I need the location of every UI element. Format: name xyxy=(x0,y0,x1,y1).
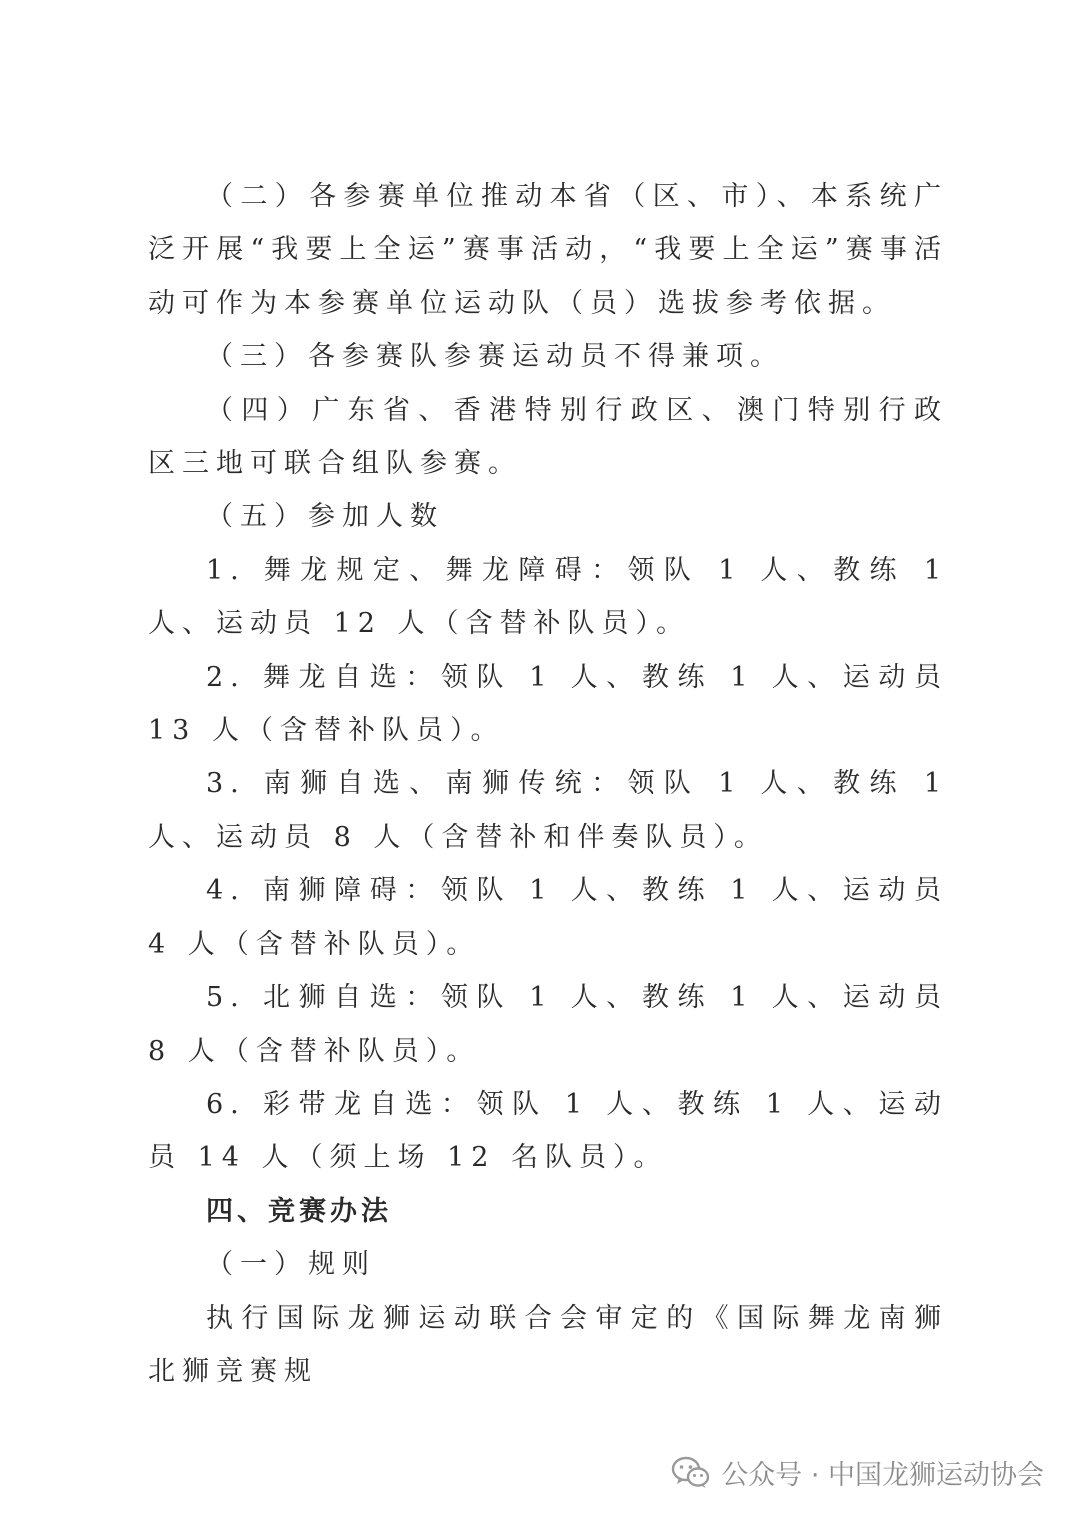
document-body xyxy=(148,170,948,1398)
paragraph-rules: 执行国际龙狮运动联合会审定的《国际舞龙南狮北狮竞赛规 xyxy=(148,1302,948,1387)
list-item-4: 4. 南狮障碍：领队 1 人、教练 1 人、运动员 4 人（含替补队员）。 xyxy=(148,875,948,960)
list-item-1: 1. 舞龙规定、舞龙障碍：领队 1 人、教练 1 人、运动员 12 人（含替补队员）。 xyxy=(148,554,948,640)
paragraph-3: （三）各参赛队参赛运动员不得兼项。 xyxy=(206,341,784,373)
list-item-2: 2. 舞龙自选：领队 1 人、教练 1 人、运动员 13 人（含替补队员）。 xyxy=(148,661,948,747)
wechat-icon xyxy=(671,1456,711,1490)
list-item-6: 6. 彩带龙自选：领队 1 人、教练 1 人、运动员 14 人（须上场 12 名队员）。 xyxy=(148,1088,948,1174)
list-item-3: 3. 南狮自选、南狮传统：领队 1 人、教练 1 人、运动员 8 人（含替补和伴奏队员）。 xyxy=(148,768,948,853)
list-item-5: 5. 北狮自选：领队 1 人、教练 1 人、运动员 8 人（含替补队员）。 xyxy=(148,982,948,1067)
subsection-heading: （一）规则 xyxy=(206,1249,376,1281)
paragraph-5-heading: （五）参加人数 xyxy=(206,501,444,533)
section-heading: 四、竞赛办法 xyxy=(206,1195,392,1227)
watermark-text: 公众号 · 中国龙狮运动协会 xyxy=(721,1460,1044,1491)
watermark xyxy=(671,1453,1044,1492)
paragraph-2: （二）各参赛单位推动本省（区、市）、本系统广泛开展“我要上全运”赛事活动，“我要上全运”赛事活动可作为本参赛单位运动队（员）选拔参考依据。 xyxy=(148,181,948,319)
paragraph-4: （四）广东省、香港特别行政区、澳门特别行政区三地可联合组队参赛。 xyxy=(148,394,948,480)
